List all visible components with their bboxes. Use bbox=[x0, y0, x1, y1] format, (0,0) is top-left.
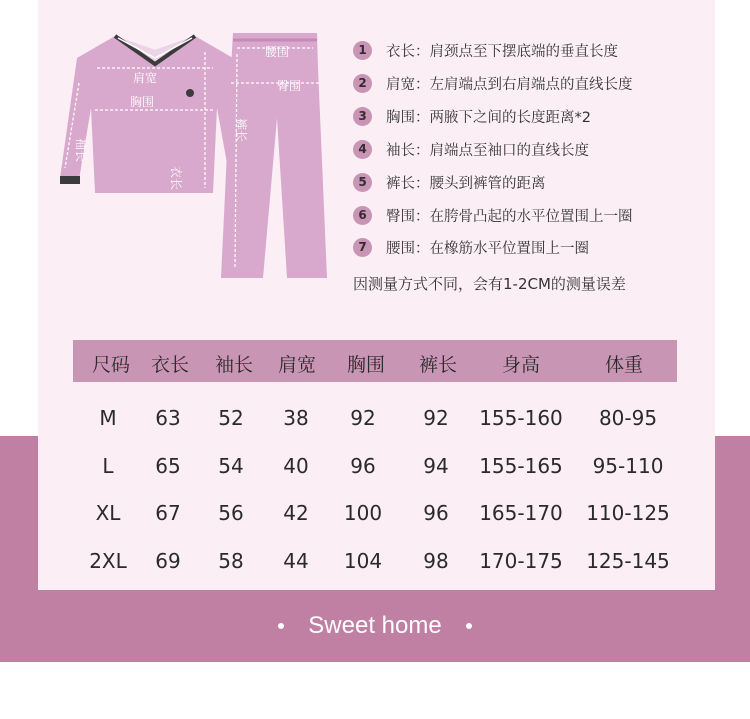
table-cell: M bbox=[99, 406, 117, 430]
table-cell: 69 bbox=[155, 549, 181, 573]
table-cell: 170-175 bbox=[479, 549, 563, 573]
measurement-text: 腰围：在橡筋水平位置围上一圈 bbox=[386, 240, 589, 257]
number-badge: 3 bbox=[353, 107, 372, 126]
chest-label: 胸围 bbox=[130, 95, 155, 109]
table-cell: 92 bbox=[350, 406, 376, 430]
table-cell: 54 bbox=[218, 454, 244, 478]
table-cell: 98 bbox=[423, 549, 449, 573]
table-cell: 94 bbox=[423, 454, 449, 478]
table-cell: 96 bbox=[423, 501, 449, 525]
table-cell: 80-95 bbox=[598, 406, 658, 430]
table-header-cell: 袖长 bbox=[214, 354, 254, 376]
table-header-cell: 尺码 bbox=[91, 354, 131, 376]
bullet-dot-icon bbox=[278, 623, 284, 629]
measurement-item bbox=[353, 104, 591, 128]
table-cell: L bbox=[102, 454, 114, 478]
measurement-item bbox=[353, 235, 589, 259]
measurement-item bbox=[353, 203, 633, 227]
measurement-text: 胸围：两腋下之间的长度距离*2 bbox=[386, 109, 591, 126]
footer-text: Sweet home bbox=[308, 612, 442, 639]
number-badge: 4 bbox=[353, 140, 372, 159]
table-cell: 56 bbox=[218, 501, 244, 525]
garment-diagram bbox=[55, 28, 345, 288]
table-cell: 104 bbox=[343, 549, 383, 573]
table-cell: 42 bbox=[283, 501, 309, 525]
table-cell: 95-110 bbox=[592, 454, 664, 478]
measurement-item bbox=[353, 137, 589, 161]
number-badge: 1 bbox=[353, 41, 372, 60]
sleeve-label: 袖长 bbox=[74, 138, 88, 163]
measurement-text: 衣长：肩颈点至下摆底端的垂直长度 bbox=[386, 43, 618, 60]
table-cell: 38 bbox=[283, 406, 309, 430]
table-cell: XL bbox=[95, 501, 121, 525]
table-cell: 155-160 bbox=[479, 406, 563, 430]
table-cell: 155-165 bbox=[479, 454, 563, 478]
table-cell: 125-145 bbox=[586, 549, 670, 573]
table-header-cell: 肩宽 bbox=[277, 354, 317, 376]
hip-label: 臀围 bbox=[277, 79, 302, 93]
waist-label: 腰围 bbox=[265, 45, 290, 59]
measurement-text: 臀围：在胯骨凸起的水平位置围上一圈 bbox=[386, 208, 633, 225]
table-cell: 65 bbox=[155, 454, 181, 478]
table-cell: 58 bbox=[218, 549, 244, 573]
table-cell: 40 bbox=[283, 454, 309, 478]
body-length-label: 衣长 bbox=[169, 166, 183, 191]
table-cell: 110-125 bbox=[586, 501, 670, 525]
shirt-illustration bbox=[60, 36, 253, 193]
footer-tagline bbox=[0, 606, 750, 646]
measurement-note: 因测量方式不同，会有1-2CM的测量误差 bbox=[353, 275, 626, 293]
table-header-cell: 胸围 bbox=[346, 354, 386, 376]
shoulder-label: 肩宽 bbox=[133, 71, 158, 85]
table-cell: 52 bbox=[218, 406, 244, 430]
table-cell: 2XL bbox=[89, 549, 127, 573]
number-badge: 7 bbox=[353, 238, 372, 257]
table-header-cell: 裤长 bbox=[418, 354, 458, 376]
table-cell: 63 bbox=[155, 406, 181, 430]
table-cell: 96 bbox=[350, 454, 376, 478]
table-header-cell: 身高 bbox=[501, 354, 541, 376]
table-cell: 92 bbox=[423, 406, 449, 430]
number-badge: 5 bbox=[353, 173, 372, 192]
bullet-dot-icon bbox=[466, 623, 472, 629]
measurement-text: 袖长：肩端点至袖口的直线长度 bbox=[386, 142, 589, 159]
measurement-text: 肩宽：左肩端点到右肩端点的直线长度 bbox=[386, 76, 633, 93]
number-badge: 2 bbox=[353, 74, 372, 93]
measurement-item bbox=[353, 71, 633, 95]
table-cell: 100 bbox=[343, 501, 383, 525]
pants-illustration bbox=[221, 33, 327, 278]
measurement-item bbox=[353, 38, 618, 62]
number-badge: 6 bbox=[353, 206, 372, 225]
measurement-item bbox=[353, 170, 546, 194]
table-cell: 44 bbox=[283, 549, 309, 573]
table-header-cell: 体重 bbox=[604, 354, 644, 376]
pants-length-label: 裤长 bbox=[234, 118, 248, 143]
table-cell: 67 bbox=[155, 501, 181, 525]
measurement-text: 裤长：腰头到裤管的距离 bbox=[386, 175, 546, 192]
table-cell: 165-170 bbox=[479, 501, 563, 525]
table-header-cell: 衣长 bbox=[150, 354, 190, 376]
